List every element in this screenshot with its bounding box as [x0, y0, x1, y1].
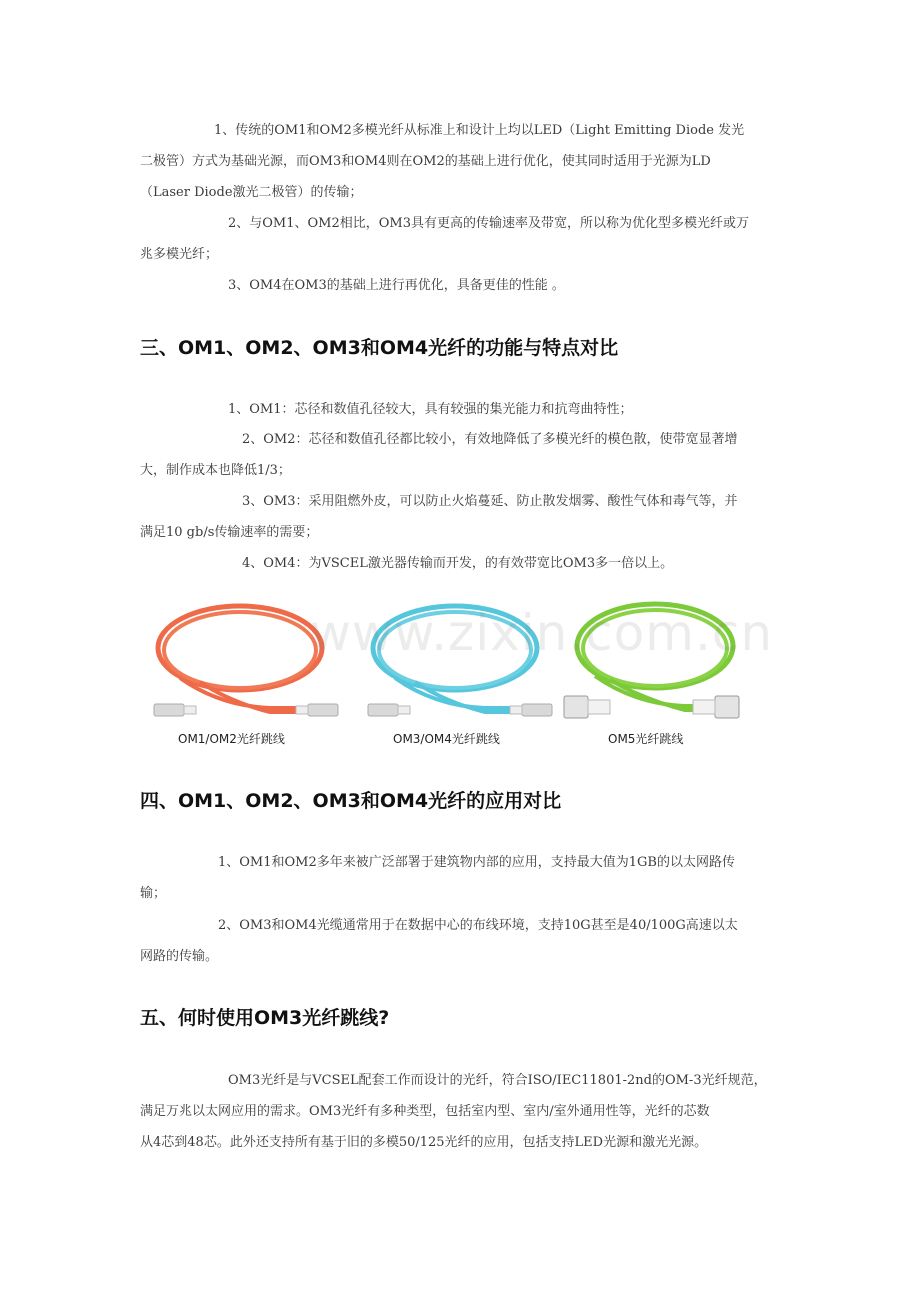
section3-paragraph-4: [140, 548, 790, 579]
text-line: 2、OM3和OM4光缆通常用于在数据中心的布线环境，支持10G甚至是40/100G高速以太: [218, 918, 738, 933]
fiber-patch-cord-figure: [140, 596, 780, 756]
text-line: 2、与OM1、OM2相比，OM3具有更高的传输速率及带宽，所以称为优化型多模光纤或万: [228, 216, 749, 231]
text-line: 大，制作成本也降低1/3；: [140, 463, 291, 478]
text-line: 二极管）方式为基础光源，而OM3和OM4则在OM2的基础上进行优化，使其同时适用于光源为LD: [140, 154, 711, 169]
watermark-text: www.zixin.com.cn: [310, 604, 774, 662]
caption-om3-om4: OM3/OM4光纤跳线: [393, 732, 500, 746]
text-line: 1、传统的OM1和OM2多模光纤从标准上和设计上均以LED（Light Emitting Diode 发光: [214, 123, 745, 138]
text-line: 3、OM4在OM3的基础上进行再优化，具备更佳的性能 。: [228, 278, 565, 293]
section3-paragraph-3: [140, 486, 790, 548]
section4-paragraph-2: [140, 910, 790, 972]
text-line: 1、OM1和OM2多年来被广泛部署于建筑物内部的应用，支持最大值为1GB的以太网路传: [218, 855, 735, 870]
caption-om1-om2: OM1/OM2光纤跳线: [178, 732, 285, 746]
text-line: 输；: [140, 886, 167, 901]
text-line: （Laser Diode激光二极管）的传输；: [140, 185, 363, 200]
caption-om5: OM5光纤跳线: [608, 732, 684, 746]
text-line: 从4芯到48芯。此外还支持所有基于旧的多模50/125光纤的应用，包括支持LED光源和激光光源。: [140, 1135, 708, 1150]
text-line: 满足10 gb/s传输速率的需要；: [140, 525, 319, 540]
text-line: OM3光纤是与VCSEL配套工作而设计的光纤，符合ISO/IEC11801-2nd的OM-3光纤规范，: [228, 1073, 767, 1088]
intro-paragraph-1: [140, 115, 790, 208]
section-heading-5: 五、何时使用OM3光纤跳线?: [140, 1007, 390, 1029]
text-line: 满足万兆以太网应用的需求。OM3光纤有多种类型，包括室内型、室内/室外通用性等，光纤的芯数: [140, 1104, 710, 1119]
text-line: 兆多模光纤；: [140, 247, 219, 262]
section4-paragraph-1: [140, 847, 790, 909]
section5-paragraph-1: [140, 1065, 790, 1158]
section-heading-3: 三、OM1、OM2、OM3和OM4光纤的功能与特点对比: [140, 337, 619, 359]
text-line: 1、OM1：芯径和数值孔径较大，具有较强的集光能力和抗弯曲特性；: [228, 402, 633, 417]
section-heading-4: 四、OM1、OM2、OM3和OM4光纤的应用对比: [140, 790, 562, 812]
section3-paragraph-1: [140, 394, 790, 425]
text-line: 3、OM3：采用阻燃外皮，可以防止火焰蔓延、防止散发烟雾、酸性气体和毒气等，并: [242, 494, 738, 509]
text-line: 网路的传输。: [140, 949, 219, 964]
section3-paragraph-2: [140, 424, 790, 486]
text-line: 4、OM4：为VSCEL激光器传输而开发，的有效带宽比OM3多一倍以上。: [242, 556, 674, 571]
intro-paragraph-2: [140, 208, 790, 270]
text-line: 2、OM2：芯径和数值孔径都比较小，有效地降低了多模光纤的模色散，使带宽显著增: [242, 432, 738, 447]
intro-paragraph-3: [140, 270, 790, 301]
